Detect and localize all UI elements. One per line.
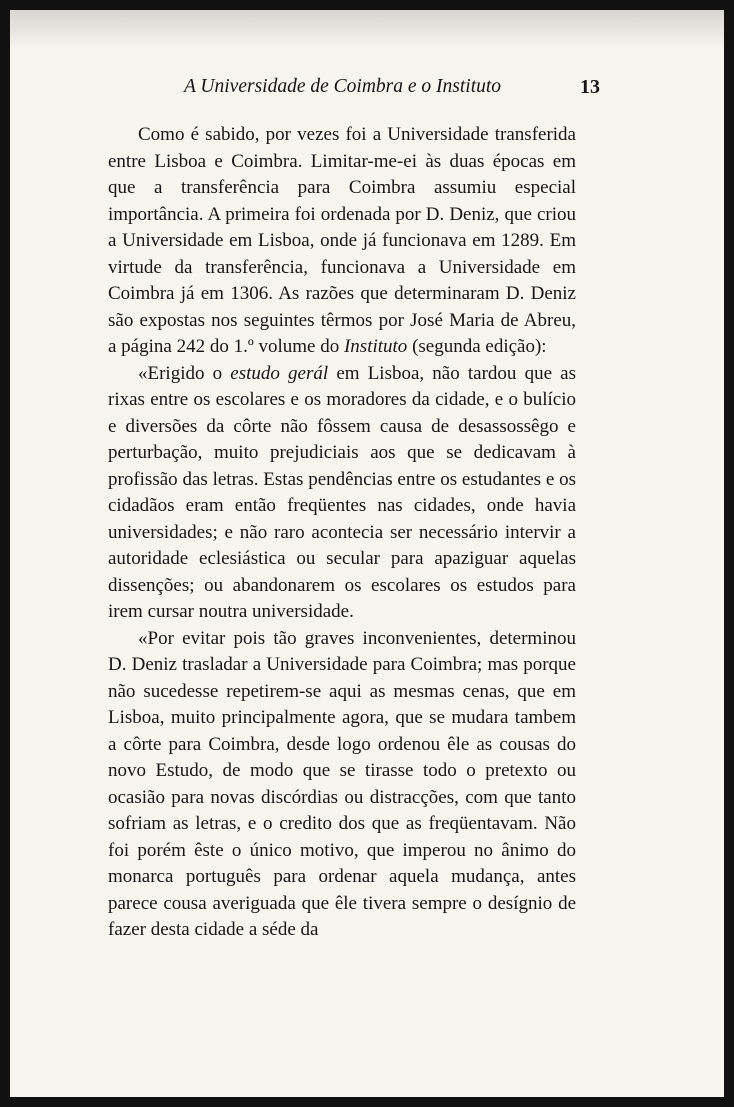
paragraph-1-end: (segunda edição): <box>407 336 547 357</box>
paragraph-1-text: Como é sabido, por vezes foi a Universidade transferida entre Lisboa e Coimbra. Limitar-me-ei às duas épocas em que a transferência para Coimbra assumiu especial importância. A primeira foi ordenada por D. Deniz, que criou a Universidade em Lisboa, onde já funcionava em 1289. Em virtude da transferência, funcionava a Universidade em Coimbra já em 1306. As razões que determinaram D. Deniz são expostas nos seguintes têrmos por José Maria de Abreu, a página 242 do 1.º volume do <box>108 124 576 357</box>
paragraph-2-rest: em Lisboa, não tardou que as rixas entre os escolares e os moradores da cidade, e o bulício e diversões da côrte não fôssem causa de desassossêgo e perturbação, muito prejudiciais aos que se dedicavam à profissão das letras. Estas pendências entre os estudantes e os cidadãos eram então freqüentes nas cidades, onde havia universidades; e não raro acontecia ser necessário intervir a autoridade eclesiástica ou secular para apaziguar aquelas dissenções; ou abandonarem os escolares os estudos para irem cursar noutra universidade. <box>108 362 576 622</box>
running-title: A Universidade de Coimbra e o Instituto <box>184 76 502 97</box>
paragraph-1 <box>108 122 576 361</box>
page-number: 13 <box>580 76 600 98</box>
paragraph-1-italic: Instituto <box>343 336 408 357</box>
paragraph-2 <box>108 361 576 626</box>
paragraph-3: «Por evitar pois tão graves inconvenientes, determinou D. Deniz trasladar a Universidade para Coimbra; mas porque não sucedesse repetirem-se aqui as mesmas cenas, que em Lisboa, muito principalmente agora, que se mudara tambem a côrte para Coimbra, desde logo ordenou êle as cousas do novo Estudo, de modo que se tirasse todo o pretexto ou ocasião para novas discórdias ou distracções, com que tanto sofriam as letras, e o credito dos que as freqüentavam. Não foi porém êste o único motivo, que imperou no ânimo do monarca português para ordenar aquela mudança, antes parece cousa averiguada que êle tivera sempre o desígnio de fazer desta cidade a séde da <box>108 627 576 940</box>
paragraph-2-italic: estudo gerál <box>230 362 329 384</box>
book-page <box>10 10 724 1097</box>
body-text <box>108 122 576 944</box>
page-header <box>170 76 600 106</box>
paragraph-2-start: «Erigido o <box>138 362 231 384</box>
